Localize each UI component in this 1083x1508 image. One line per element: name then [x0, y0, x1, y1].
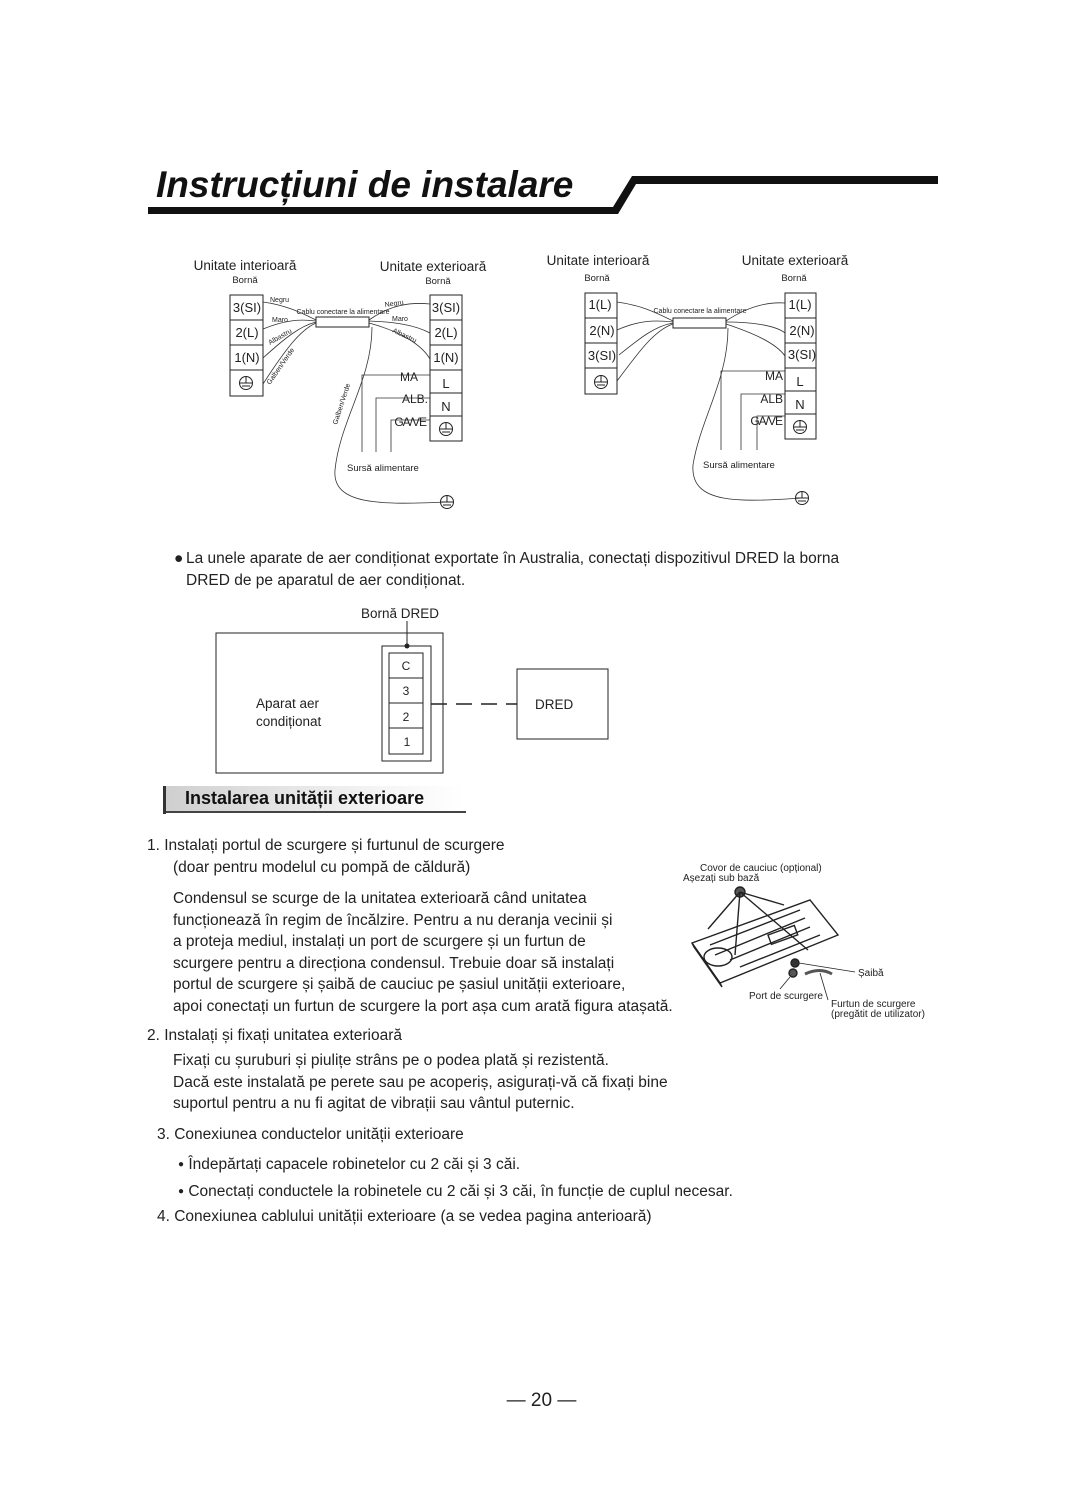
svg-text:Cablu conectare la alimentare: Cablu conectare la alimentare [296, 309, 390, 316]
svg-text:Bornă: Bornă [584, 273, 610, 284]
svg-text:1: 1 [403, 735, 411, 749]
svg-text:1(N): 1(N) [433, 350, 459, 365]
svg-text:N: N [795, 397, 805, 412]
earth-icon [595, 376, 608, 389]
svg-text:N: N [441, 399, 451, 414]
bullet-icon: ● [174, 550, 184, 567]
wiring-diagram-1 [194, 258, 487, 509]
svg-text:2: 2 [402, 710, 410, 724]
svg-text:Bornă: Bornă [232, 275, 258, 286]
bullet-icon: ● [178, 1186, 185, 1197]
svg-text:GA/VE: GA/VE [394, 415, 426, 429]
outdoor-unit-label: Unitate exterioară [379, 259, 487, 274]
drain-figure: Covor de cauciuc (opțional) Așezați sub bază Șaibă Port de scurgere Furtun de scurgere (pregătit de utilizator) [680, 855, 940, 1025]
svg-text:C: C [401, 659, 411, 673]
svg-text:Albastru: Albastru [391, 327, 418, 345]
svg-text:ALB: ALB [760, 392, 783, 406]
wiring-diagrams [0, 0, 1083, 530]
earth-icon [441, 496, 454, 509]
dred-terminal-label: Bornă DRED [360, 606, 440, 621]
svg-text:MA: MA [400, 370, 418, 384]
step-1-heading: 1. Instalați portul de scurgere și furtunul de scurgere (doar pentru modelul cu pompă de căldură) [147, 837, 505, 876]
section-heading: Instalarea unității exterioare [163, 786, 463, 812]
svg-text:2(N): 2(N) [589, 323, 615, 338]
svg-text:Maro: Maro [272, 317, 288, 324]
svg-text:1(L): 1(L) [788, 297, 812, 312]
dred-note: ● La unele aparate de aer condiționat exportate în Australia, conectați dispozitivul DRED la borna DRED de pe aparatul de aer condiționat. [174, 550, 840, 589]
earth-icon [794, 421, 807, 434]
step-2-heading: 2. Instalați și fixați unitatea exterioară [147, 1027, 403, 1044]
svg-text:L: L [442, 376, 450, 391]
svg-text:Bornă: Bornă [425, 276, 451, 287]
svg-text:Bornă: Bornă [781, 273, 807, 284]
svg-text:3(SI): 3(SI) [787, 347, 817, 362]
svg-text:Unitate exterioară: Unitate exterioară [741, 253, 849, 268]
svg-text:Galben/Verde: Galben/Verde [332, 382, 353, 426]
svg-text:1(L): 1(L) [588, 297, 612, 312]
earth-icon [796, 492, 809, 505]
svg-text:2(N): 2(N) [789, 323, 815, 338]
svg-text:3(SI): 3(SI) [587, 348, 617, 363]
step-3-bullet-2: ● Conectați conductele la robinetele cu 2 căi și 3 căi, în funcție de cuplul necesar. [178, 1183, 733, 1200]
earth-icon [240, 377, 253, 390]
step-3-bullet-1: ● Îndepărtați capacele robinetelor cu 2 căi și 3 căi. [178, 1156, 521, 1173]
page-title: Instrucțiuni de instalare [156, 164, 574, 205]
bullet-icon: ● [178, 1159, 185, 1170]
svg-text:2(L): 2(L) [434, 325, 458, 340]
svg-text:Negru: Negru [384, 299, 405, 309]
svg-text:Aparat aer: Aparat aer [256, 696, 320, 711]
dred-device-label: DRED [535, 697, 574, 712]
svg-text:Negru: Negru [270, 297, 290, 304]
earth-icon [440, 423, 453, 436]
svg-text:Unitate interioară: Unitate interioară [546, 253, 650, 268]
svg-text:2(L): 2(L) [235, 325, 259, 340]
svg-text:GA/VE: GA/VE [750, 414, 782, 428]
svg-text:Sursă alimentare: Sursă alimentare [703, 460, 775, 471]
svg-text:Sursă alimentare: Sursă alimentare [347, 463, 419, 474]
svg-text:Albastru: Albastru [267, 327, 294, 347]
cable-connector [316, 317, 369, 327]
svg-text:Cablu conectare la alimentare: Cablu conectare la alimentare [653, 308, 747, 315]
svg-text:3: 3 [402, 684, 410, 698]
wiring-diagram-2 [547, 253, 849, 505]
svg-text:1(N): 1(N) [234, 350, 260, 365]
step-4-heading: 4. Conexiunea cablului unității exterioare (a se vedea pagina anterioară) [157, 1208, 652, 1225]
indoor-unit-label: Unitate interioară [193, 258, 297, 273]
svg-text:3(SI): 3(SI) [431, 300, 461, 315]
step-3-heading: 3. Conexiunea conductelor unității exterioare [157, 1126, 464, 1143]
svg-text:Maro: Maro [392, 316, 408, 323]
svg-text:condiționat: condiționat [256, 714, 322, 729]
step-1-body: Condensul se scurge de la unitatea exterioară când unitatea funcționează în regim de încălzire. Pentru a nu deranja vecinii și a proteja mediul, instalați un port de scurgere și un furtun de scurgere pentru a direcționa condensul. Trebuie doar să instalați portul de scurgere și șaibă de cauciuc pe șasiul unității exterioare, apoi conectați un furtun de scurgere la port așa cum arată figura atașată. [173, 890, 673, 1015]
svg-text:ALB.: ALB. [401, 392, 428, 406]
svg-text:Galben/Verde: Galben/Verde [265, 347, 297, 387]
svg-text:MA: MA [765, 369, 783, 383]
svg-text:L: L [796, 374, 804, 389]
svg-text:3(SI): 3(SI) [232, 300, 262, 315]
outdoor-terminal-block [430, 295, 462, 441]
page-number: — 20 — [506, 1390, 577, 1411]
step-2-body: Fixați cu șuruburi și piulițe strâns pe o podea plată și rezistentă. Dacă este instalată pe perete sau pe acoperiș, asigurați-vă că fixați bine suportul pentru a nu fi agitat de vibrații sau vântul puternic. [173, 1052, 668, 1113]
dred-diagram [0, 595, 1083, 780]
